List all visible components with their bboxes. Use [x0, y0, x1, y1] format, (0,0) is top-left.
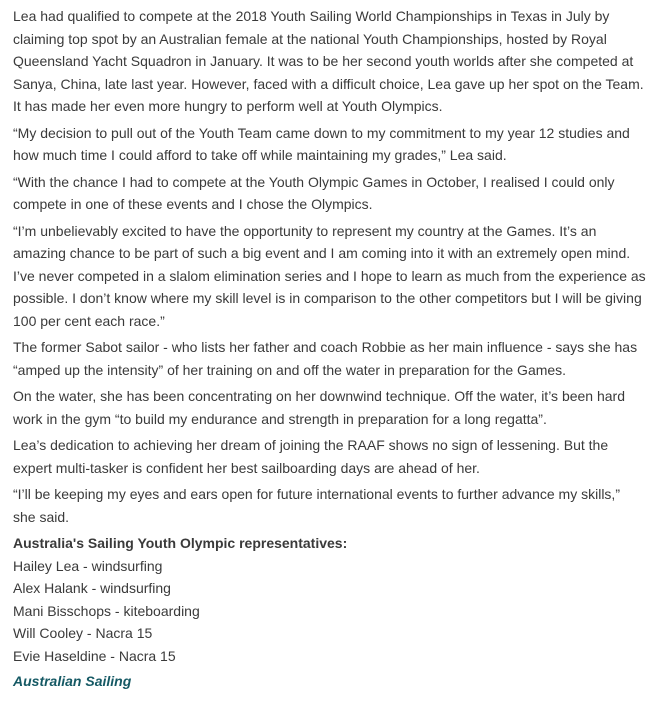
source-line	[13, 670, 646, 693]
article-paragraph: Lea had qualified to compete at the 2018 Youth Sailing World Championships in Texas in July by claiming top spot by an Australian female at the national Youth Championships, hosted by Royal Queensland Yacht Squadron in January. It was to be her second youth worlds after she competed at Sanya, China, late last year. However, faced with a difficult choice, Lea gave up her spot on the Team. It has made her even more hungry to perform well at Youth Olympics.	[13, 8, 644, 114]
article-paragraph: “With the chance I had to compete at the Youth Olympic Games in October, I realised I could only compete in one of these events and I chose the Olympics.	[13, 173, 615, 212]
representative-item: Mani Bisschops - kiteboarding	[13, 602, 200, 619]
article-paragraph: Lea’s dedication to achieving her dream of joining the RAAF shows no sign of lessening. But the expert multi-tasker is confident her best sailboarding days are ahead of her.	[13, 437, 609, 476]
representative-item: Evie Haseldine - Nacra 15	[13, 647, 176, 664]
representative-item: Alex Halank - windsurfing	[13, 580, 171, 596]
representatives-list	[13, 555, 646, 668]
article-paragraph: “I’m unbelievably excited to have the opportunity to represent my country at the Games. It’s an amazing chance to be part of such a big event and I am coming into it with an extremely open mind. I’ve never competed in a slalom elimination series and I hope to learn as much from the experience as possible. I don’t know where my skill level is in comparison to the other competitors but I will be giving 100 per cent each race.”	[13, 222, 646, 329]
representative-item: Hailey Lea - windsurfing	[13, 557, 163, 574]
source-link[interactable]: Australian Sailing	[13, 673, 132, 689]
representatives-heading: Australia's Sailing Youth Olympic representatives:	[13, 535, 348, 551]
article-paragraph: “I’ll be keeping my eyes and ears open for future international events to further advance my skills,” she said.	[13, 486, 620, 525]
article-paragraph: The former Sabot sailor - who lists her father and coach Robbie as her main influence - says she has “amped up the intensity” of her training on and off the water in preparation for the Games.	[13, 339, 638, 378]
article-paragraph: On the water, she has been concentrating on her downwind technique. Off the water, it’s been hard work in the gym “to build my endurance and strength in preparation for a long regatta”.	[13, 388, 625, 427]
representative-item: Will Cooley - Nacra 15	[13, 625, 153, 641]
article-paragraph: “My decision to pull out of the Youth Team came down to my commitment to my year 12 studies and how much time I could afford to take off while maintaining my grades,” Lea said.	[13, 124, 630, 163]
